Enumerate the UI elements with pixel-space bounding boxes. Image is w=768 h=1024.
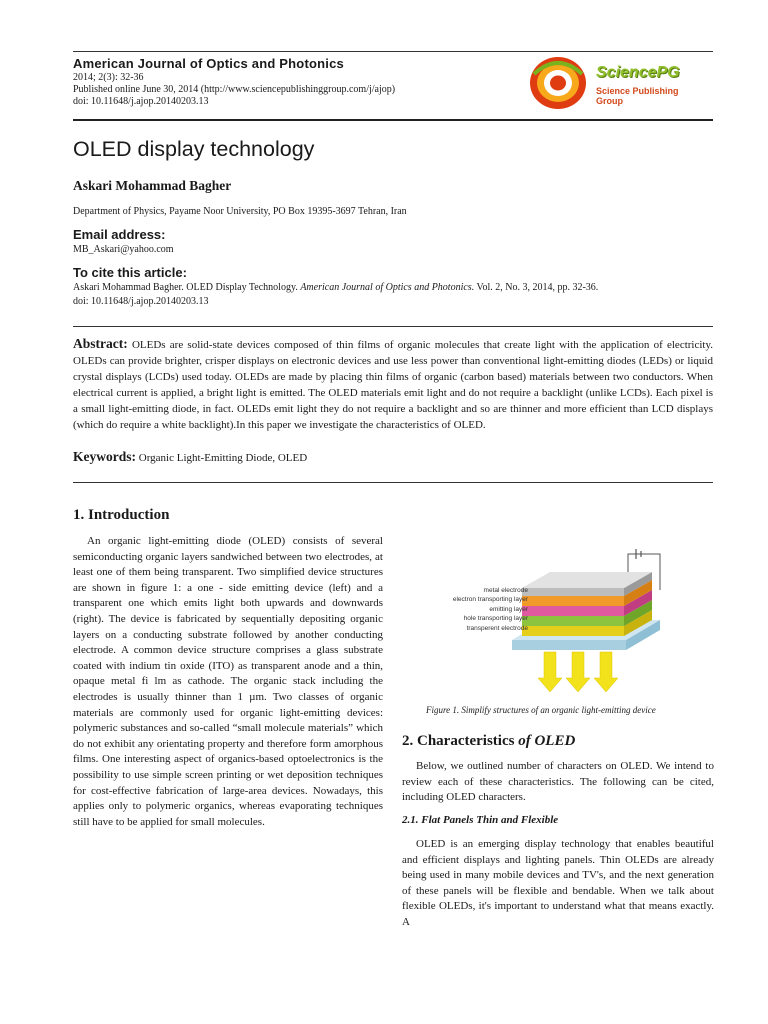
keywords-label: Keywords: — [73, 449, 136, 464]
published-line: Published online June 30, 2014 (http://www.sciencepublishinggroup.com/j/ajop) — [73, 84, 396, 95]
citation-text — [73, 281, 713, 294]
section2-heading-plain: 2. Characteristics — [402, 733, 519, 749]
citation-part1: Askari Mohammad Bagher. OLED Display Technology. — [73, 282, 301, 293]
section2-paragraph: Below, we outlined number of characters on OLED. We intend to review each of these characteristics. The following can be cited, including OLED characters. — [402, 760, 714, 804]
abstract — [73, 336, 713, 433]
email-address: MB_Askari@yahoo.com — [73, 244, 174, 255]
sciencepg-emblem-icon — [528, 56, 588, 110]
figure-caption: Figure 1. Simplify structures of an organic light-emitting device — [426, 705, 656, 715]
keywords-text: Organic Light-Emitting Diode, OLED — [138, 452, 308, 464]
layer-label-transparent: transperent electrode — [466, 624, 528, 632]
section2-body — [402, 759, 714, 806]
paper-title: OLED display technology — [73, 137, 315, 161]
logo-subtitle: Science Publishing Group — [596, 86, 679, 106]
email-label: Email address: — [73, 227, 166, 242]
logo-name: SciencePG — [596, 64, 680, 81]
subsection-heading: 2.1. Flat Panels Thin and Flexible — [402, 814, 559, 826]
abstract-bottom-rule — [73, 482, 713, 483]
section2-heading — [402, 733, 575, 750]
layer-label-etl: electron transporting layer — [452, 596, 528, 604]
header-doi: doi: 10.11648/j.ajop.20140203.13 — [73, 96, 209, 107]
citation-doi: doi: 10.11648/j.ajop.20140203.13 — [73, 296, 209, 307]
abstract-label: Abstract: — [73, 336, 128, 351]
sciencepg-logo — [528, 56, 708, 110]
layer-label-emitting: emitting layer — [489, 605, 528, 613]
layer-labels — [424, 586, 528, 633]
layer-label-htl: hole transporting layer — [463, 615, 528, 623]
intro-paragraph: An organic light-emitting diode (OLED) consists of several semiconducting organic layers sandwiched between two electrodes, at least one of them being transparent. Two simplified device structures are shown in figure 1: a one - side emitting device (left) and a transparent one which emits light both upwards and downwards (right). The device is fabricated by sequentially depositing organic layers on a conducting substrate followed by another conducting electrode. A common device structure comprises a glass substrate coated with indium tin oxide (ITO) as transparent anode and a thin, opaque metal fi lm as cathode. The organic stack including the electrodes is usually thinner than 1 µm. Two classes of organic materials are commonly used for organic light-emitting devices: polymeric substances and so-called “small molecule materials” which do not exhibit any orientating property and therefore form amorphous films. One interesting aspect of organics-based optoelectronics is the possibility to use simple screen printing or wet deposition techniques for cost-effective fabrication of large-area devices. Nowadays, this applies only to polymeric organics, whereas evaporating techniques still have to be applied for small molecules. — [73, 535, 383, 828]
section2-heading-italic: of OLED — [518, 733, 576, 749]
subsection-body — [402, 837, 714, 931]
affiliation: Department of Physics, Payame Noor University, PO Box 19395-3697 Tehran, Iran — [73, 206, 407, 217]
citation-part2: Vol. 2, No. 3, 2014, pp. 32-36. — [474, 282, 599, 293]
top-rule — [73, 51, 713, 52]
keywords — [73, 449, 307, 465]
author-name: Askari Mohammad Bagher — [73, 178, 232, 193]
figure-oled-structure — [424, 540, 688, 700]
citation-journal: American Journal of Optics and Photonics. — [300, 282, 475, 293]
layer-label-metal: metal electrode — [483, 587, 528, 594]
cite-label: To cite this article: — [73, 265, 187, 280]
journal-title: American Journal of Optics and Photonics — [73, 56, 344, 71]
intro-body — [73, 534, 383, 830]
subsection-paragraph: OLED is an emerging display technology that enables beautiful and efficient displays and lighting panels. Thin OLEDs are already being used in many mobile devices and TV's, and the next generation of these panels will be flexible and bendable. When we talk about flexible OLEDs, it's important to understand what that means exactly. A — [402, 838, 714, 928]
intro-heading: 1. Introduction — [73, 507, 170, 523]
volume-line: 2014; 2(3): 32-36 — [73, 72, 144, 83]
header-rule — [73, 119, 713, 121]
abstract-top-rule — [73, 326, 713, 327]
abstract-text: OLEDs are solid-state devices composed of thin films of organic molecules that create light with the application of electricity. OLEDs can provide brighter, crisper displays on electronic devices and use less power than conventional light-emitting diodes (LEDs) or liquid crystal displays (LCDs) used today. OLEDs are made by placing thin films of organic (carbon based) materials between two conductors. When electrical current is applied, a bright light is emitted. The OLED materials emit light and do not require a backlight (unlike LCDs). Each pixel is a small light-emitting diode, in fact. OLEDs emit light they do not require a backlight and so are thinner and more efficient than LCD displays (which do require a white backlight).In this paper we investigate the characteristics of OLED. — [73, 339, 714, 431]
